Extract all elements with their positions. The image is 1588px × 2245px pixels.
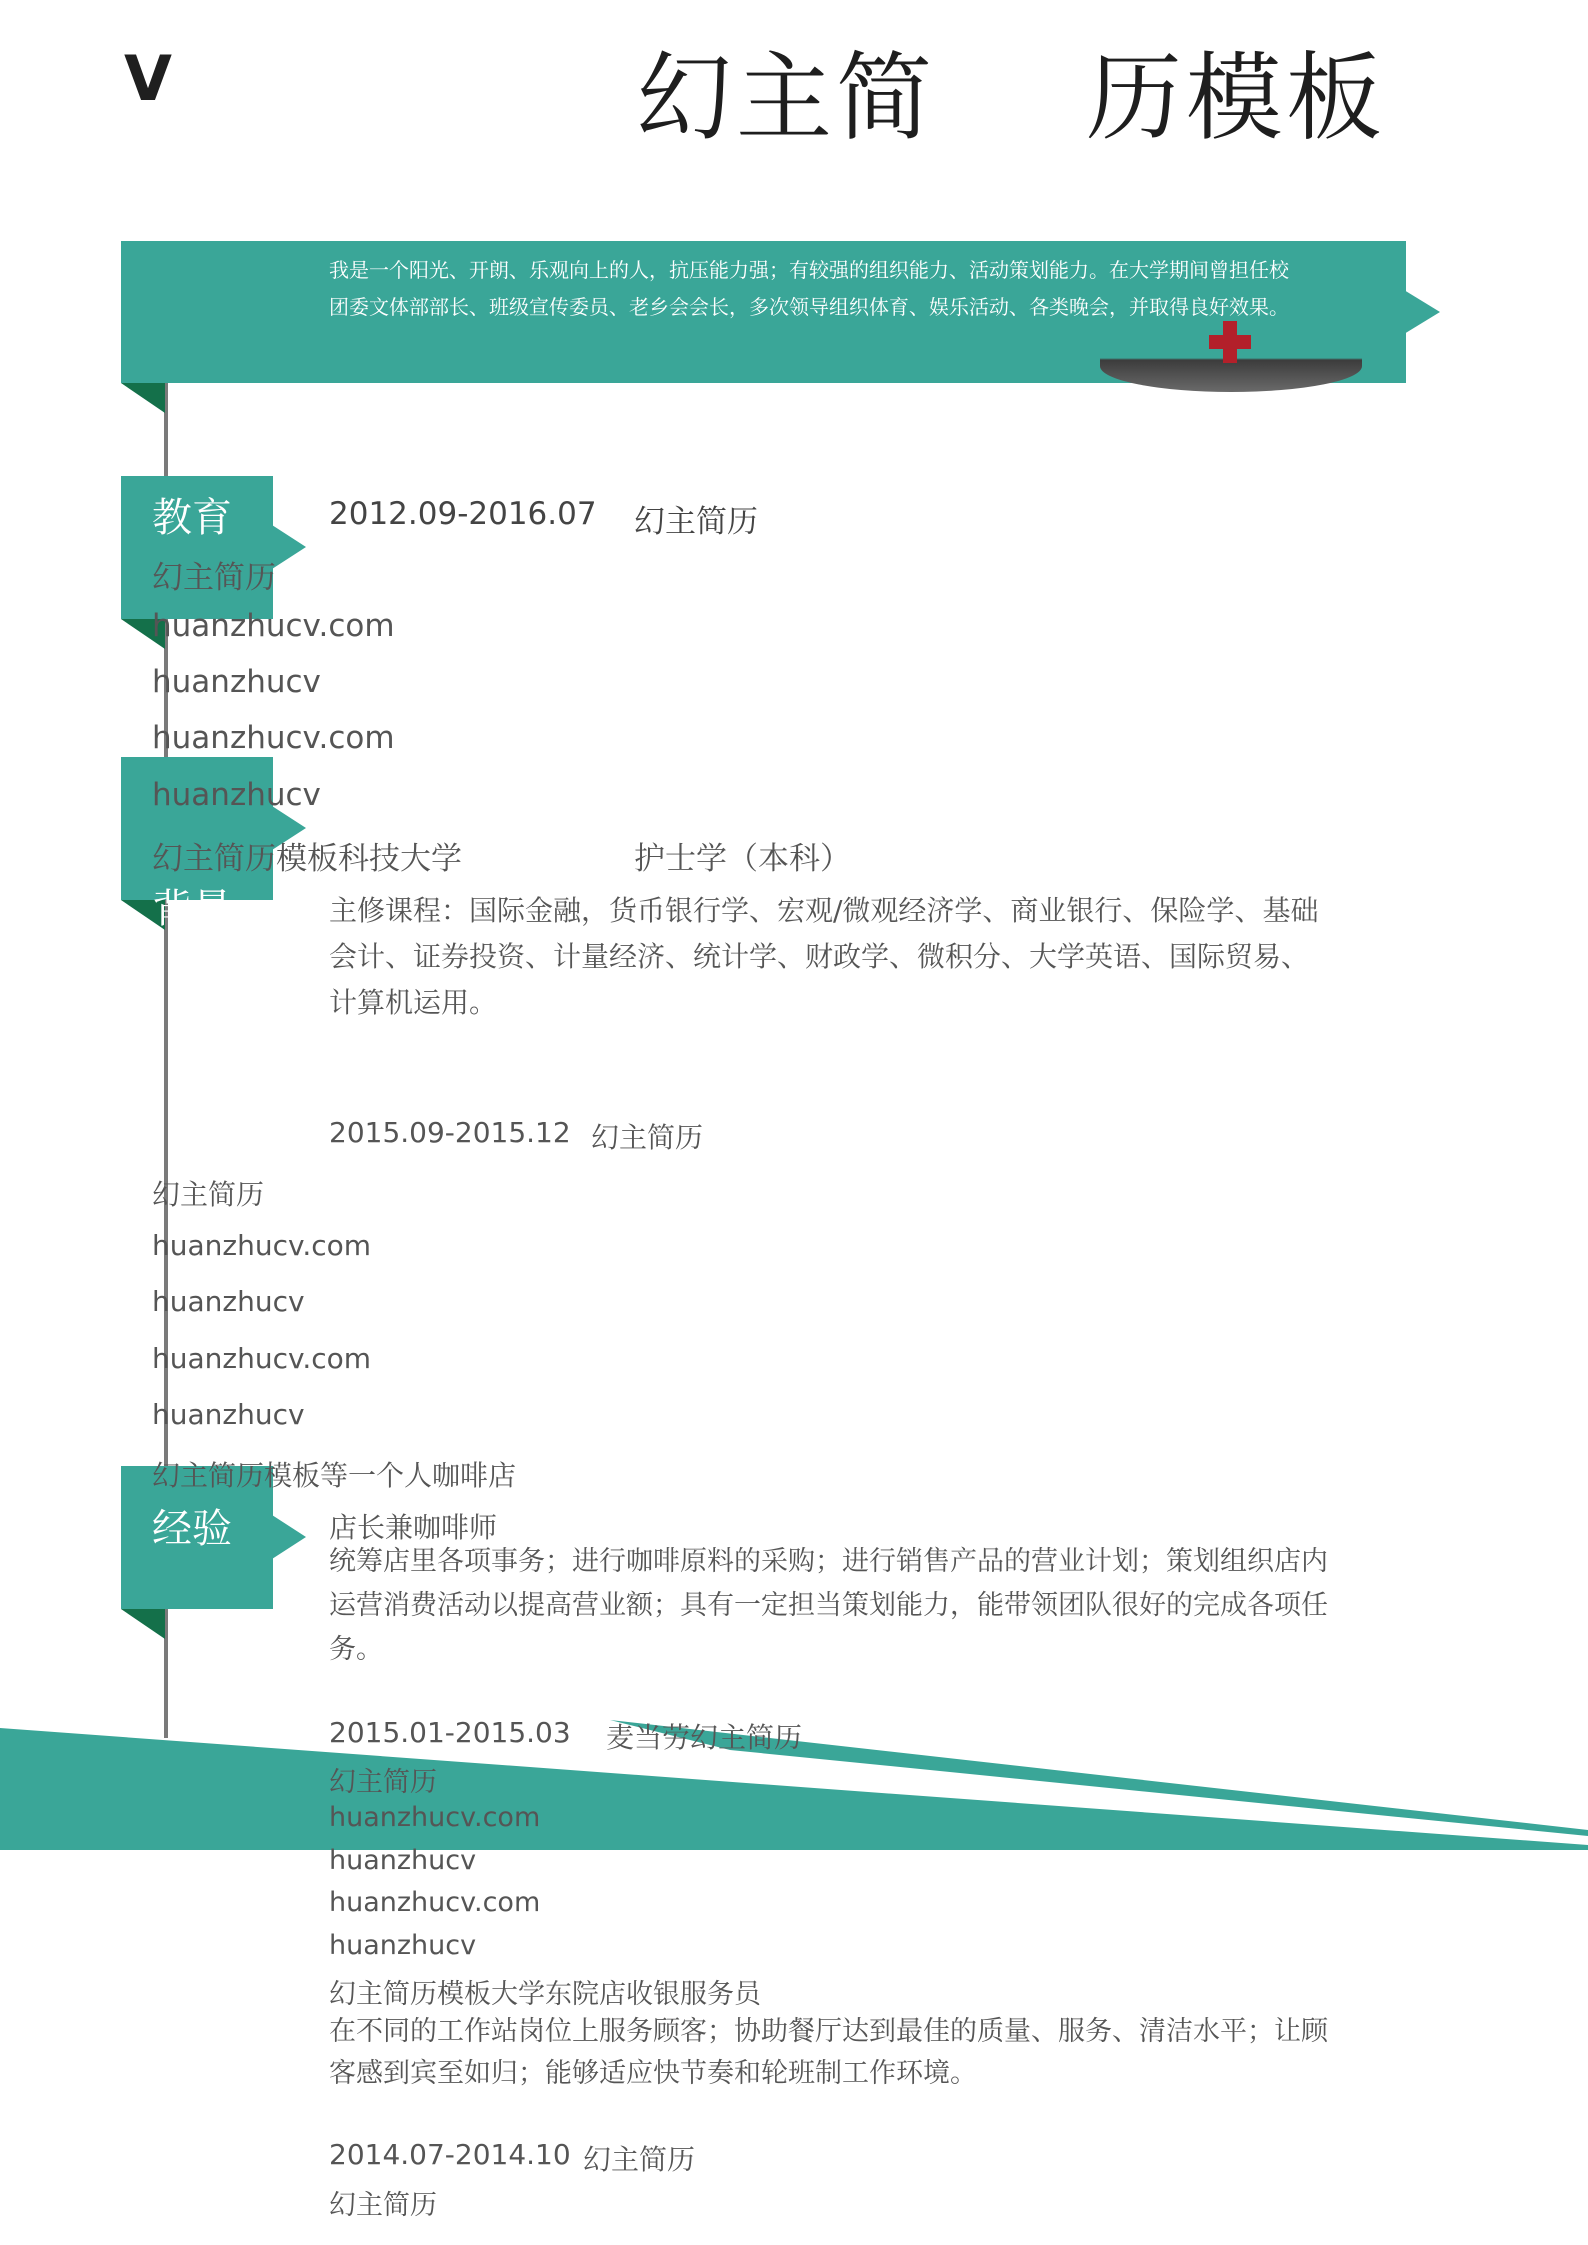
list-item: 幻主简历 [152, 1178, 265, 1211]
section-title-background: 背景 [152, 886, 232, 932]
logo-letter: V [124, 42, 172, 115]
education-courses: 主修课程：国际金融，货币银行学、宏观/微观经济学、商业银行、保险学、基础会计、证券投资、计量经济、统计学、财政学、微积分、大学英语、国际贸易、计算机运用。 [329, 894, 1319, 1019]
experience1-company: 幻主简历模板等一个人咖啡店 [152, 1459, 517, 1492]
red-cross-icon-bar [1209, 335, 1251, 349]
experience2-date: 2015.01-2015.03 [329, 1716, 571, 1749]
experience1-role: 店长兼咖啡师 [329, 1511, 498, 1544]
list-item: huanzhucv [152, 1398, 305, 1431]
experience1-date: 2015.09-2015.12 [329, 1116, 571, 1149]
list-item: huanzhucv [152, 777, 321, 813]
experience1-desc: 统筹店里各项事务；进行咖啡原料的采购；进行销售产品的营业计划；策划组织店内运营消费活动以提高营业额；具有一定担当策划能力，能带领团队很好的完成各项任务。 [329, 1546, 1328, 1665]
section-title-education: 教育 [152, 495, 232, 541]
experience2-desc: 在不同的工作站岗位上服务顾客；协助餐厅达到最佳的质量、服务、清洁水平；让顾客感到宾至如归；能够适应快节奏和轮班制工作环境。 [329, 2016, 1328, 2089]
experience3-name: 幻主简历 [583, 2143, 696, 2176]
list-item: huanzhucv.com [152, 1342, 372, 1375]
page-title-part2: 历模板 [1086, 42, 1386, 154]
list-item: huanzhucv [329, 1845, 477, 1876]
list-item: 幻主简历 [152, 560, 276, 596]
list-item: 幻主简历 [329, 2190, 437, 2221]
list-item: huanzhucv.com [152, 608, 395, 644]
page-title-part1: 幻主简 [636, 42, 936, 154]
section-flag-arrow [272, 525, 306, 569]
section-flag-fold [121, 1609, 165, 1639]
list-item: huanzhucv [329, 1930, 477, 1961]
list-item: 幻主简历 [329, 1767, 437, 1798]
list-item: huanzhucv [152, 664, 321, 700]
list-item: huanzhucv.com [329, 1887, 541, 1918]
education-major: 护士学（本科） [634, 841, 851, 877]
intro-banner-fold [121, 383, 165, 413]
education-name: 幻主简历 [634, 504, 758, 540]
section-title-experience: 经验 [152, 1506, 232, 1552]
experience2-role: 幻主简历模板大学东院店收银服务员 [329, 1979, 761, 2010]
intro-text: 我是一个阳光、开朗、乐观向上的人，抗压能力强；有较强的组织能力、活动策划能力。在大学期间曾担任校团委文体部部长、班级宣传委员、老乡会会长，多次领导组织体育、娱乐活动、各类晚会，并取得良好效果。 [329, 258, 1289, 319]
education-school: 幻主简历模板科技大学 [152, 841, 462, 877]
intro-banner-arrow [1404, 290, 1440, 334]
experience1-name: 幻主简历 [591, 1121, 704, 1154]
section-flag-arrow [272, 1515, 306, 1559]
list-item: huanzhucv [152, 1285, 305, 1318]
list-item: huanzhucv.com [152, 720, 395, 756]
list-item: huanzhucv.com [329, 1802, 541, 1833]
education-date: 2012.09-2016.07 [329, 496, 597, 532]
list-item: huanzhucv.com [152, 1229, 372, 1262]
experience3-date: 2014.07-2014.10 [329, 2138, 571, 2171]
experience2-name: 麦当劳幻主简历 [606, 1721, 803, 1754]
